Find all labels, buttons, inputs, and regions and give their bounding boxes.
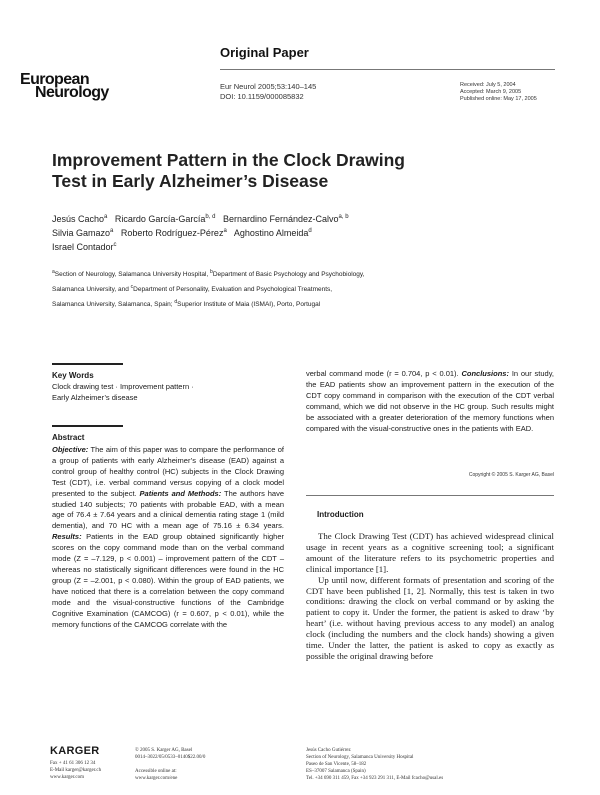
publisher-web[interactable]: www.karger.com bbox=[50, 775, 85, 780]
author-name[interactable]: Israel Contador bbox=[52, 242, 114, 252]
received-date: Received: July 5, 2004 bbox=[460, 82, 516, 88]
title-line-1: Improvement Pattern in the Clock Drawing bbox=[52, 150, 405, 170]
journal-logo-line2: Neurology bbox=[35, 84, 109, 101]
author-sup: b, d bbox=[205, 214, 216, 220]
results-text: Patients in the EAD group obtained significantly higher scores on the copy command mode than on the verbal command mode (Z = –7.129, p < 0.001) – improvement pattern of the CDT – whereas no statistically significant differences were found in the HC group (Z = –2.001, p < 0.080). Within the group of EAD patients, we have noticed that there is a correlation between the copy command mode and the visual-constructive functions of the Cambridge Cognitive Examination (CAMCOG) (r = 0.607, p < 0.01), while the memory functions of the CAMCOG correlate with the bbox=[52, 532, 284, 629]
affil-sup: d bbox=[174, 299, 178, 306]
accepted-date: Accepted: March 9, 2005 bbox=[460, 89, 522, 95]
affiliation-b: Department of Basic Psychology and Psychobiology, bbox=[212, 271, 365, 279]
author-sup: d bbox=[308, 228, 312, 234]
objective-label: Objective: bbox=[52, 445, 89, 454]
keywords-body bbox=[52, 381, 282, 403]
results-label: Results: bbox=[52, 532, 82, 542]
objective-text: The aim of this paper was to compare the performance of a group of patients with early Alzheimer’s disease (EAD) against a control group of healthy control (HC) subjects in the Clock Drawing Test (CDT), i.e. verbal command versus copying of a clock model presented to the subject. bbox=[52, 445, 284, 498]
author-name[interactable]: Ricardo García-García bbox=[114, 214, 206, 224]
affiliation-c: Department of Personality, Evaluation and Psychological Treatments, bbox=[133, 286, 333, 294]
author-sup: a, b bbox=[338, 214, 349, 220]
abstract-text bbox=[52, 445, 284, 630]
author-sup: a bbox=[223, 228, 227, 234]
publisher-fax: Fax + 41 61 306 12 34 bbox=[50, 761, 96, 766]
methods-text: The authors have studied 140 subjects; 70 patients with probable EAD, with a mean age of 76.4 ± 7.64 years and a clinical dementia rating stage 1 (mild dementia), and 70 HC with a mean age of 75.16 ± 6.34 years. bbox=[52, 488, 285, 531]
conclusions-text: In our study, the EAD patients show an improvement pattern in the execution of the CDT copy command in comparison with the execution of the CDT verbal command, which we did not observe in the HC group. Such results might be associated with a greater deterioration of the memory functions when compared with the visual-constructive ones in the patients with EAD. bbox=[306, 369, 554, 433]
citation: Eur Neurol 2005;53:140–145 bbox=[220, 82, 317, 91]
intro-paragraph-2: Up until now, different formats of presentation and scoring of the CDT have been published [1, 2]. Normally, this test is taken in two conditions: drawing the clock on verbal command or by asking the patient to copy it. Under the former, the patient is asked to draw ‘by heart’ (i.e. without having previous access to any model) an analog clock (including the numbers and the clock hands) showing a given time. Under the latter, the patient is asked to copy as exactly as possible the original drawing before bbox=[306, 574, 554, 661]
affiliations bbox=[52, 266, 472, 311]
affiliation-line2: Salamanca University, and bbox=[52, 286, 129, 294]
citation-block bbox=[220, 82, 316, 102]
corr-contact[interactable]: Tel. +34 690 311 459, Fax +34 923 291 311, E-Mail fcacho@usal.es bbox=[306, 776, 444, 781]
pub-copyright: © 2005 S. Karger AG, Basel bbox=[135, 748, 193, 753]
conclusions-label: Conclusions: bbox=[461, 369, 509, 378]
section-label: Original Paper bbox=[220, 45, 309, 60]
dates-block bbox=[460, 82, 537, 103]
author-name[interactable]: Jesús Cacho bbox=[52, 214, 105, 224]
affil-sup: c bbox=[130, 284, 134, 291]
affiliation-a: Section of Neurology, Salamanca University Hospital, bbox=[54, 271, 209, 279]
author-sup: a bbox=[110, 228, 114, 234]
author-list bbox=[52, 211, 572, 253]
publisher-contact bbox=[50, 760, 101, 781]
author-name[interactable]: Silvia Gamazo bbox=[52, 228, 111, 238]
abstract-rule bbox=[52, 425, 123, 427]
publisher-logo: KARGER bbox=[50, 745, 100, 757]
journal-logo-line1: European bbox=[20, 71, 89, 88]
author-sup: c bbox=[113, 242, 117, 248]
pub-issn: 0014–3022/05/0533–0140$22.00/0 bbox=[135, 755, 206, 760]
introduction-body bbox=[306, 531, 554, 662]
title-line-2: Test in Early Alzheimer’s Disease bbox=[52, 171, 329, 191]
affil-sup: a bbox=[52, 269, 55, 275]
header-divider bbox=[220, 69, 555, 70]
pub-access: Accessible online at: bbox=[135, 769, 177, 774]
correspondence bbox=[306, 747, 443, 782]
introduction-heading: Introduction bbox=[317, 510, 364, 519]
corr-city: ES–37007 Salamanca (Spain) bbox=[306, 769, 366, 774]
affil-sup: b bbox=[210, 269, 213, 275]
doi-link[interactable]: DOI: 10.1159/000085832 bbox=[220, 92, 304, 101]
keywords-line-2: Early Alzheimer’s disease bbox=[52, 393, 138, 402]
methods-label: Patients and Methods: bbox=[139, 488, 222, 498]
article-title bbox=[52, 150, 472, 192]
keywords-heading: Key Words bbox=[52, 371, 94, 380]
keywords-line-1: Clock drawing test · Improvement pattern · bbox=[52, 382, 194, 391]
keywords-rule bbox=[52, 363, 123, 365]
results-text-cont: verbal command mode (r = 0.704, p < 0.01). bbox=[306, 369, 459, 378]
author-name[interactable]: Bernardino Fernández-Calvo bbox=[222, 214, 339, 224]
pub-url[interactable]: www.karger.com/ene bbox=[135, 776, 178, 781]
corr-street: Paseo de San Vicente, 58–182 bbox=[306, 762, 367, 767]
abstract-copyright: Copyright © 2005 S. Karger AG, Basel bbox=[468, 472, 554, 478]
published-date: Published online: May 17, 2005 bbox=[460, 96, 537, 102]
corr-dept: Section of Neurology, Salamanca University Hospital bbox=[306, 755, 414, 760]
corr-name: Jesús Cacho Gutiérrez bbox=[306, 748, 351, 753]
author-name[interactable]: Aghostino Almeida bbox=[233, 228, 309, 238]
affiliation-line3: Salamanca University, Salamanca, Spain; bbox=[52, 301, 173, 309]
author-name[interactable]: Roberto Rodríguez-Pérez bbox=[120, 228, 224, 238]
publication-info bbox=[135, 747, 205, 782]
intro-rule bbox=[306, 495, 554, 496]
author-sup: a bbox=[104, 214, 108, 220]
publisher-email[interactable]: E-Mail karger@karger.ch bbox=[50, 768, 102, 773]
journal-logo bbox=[20, 73, 109, 99]
abstract-heading: Abstract bbox=[52, 433, 85, 442]
intro-paragraph-1: The Clock Drawing Test (CDT) has achieved widespread clinical usage in recent years as a cognitive screening tool; a significant amount of the literature refers to its psychometric properties and clinical importance [1]. bbox=[306, 531, 554, 574]
affiliation-d: Superior Institute of Maia (ISMAI), Porto, Portugal bbox=[177, 301, 321, 309]
abstract-continued bbox=[306, 369, 554, 434]
